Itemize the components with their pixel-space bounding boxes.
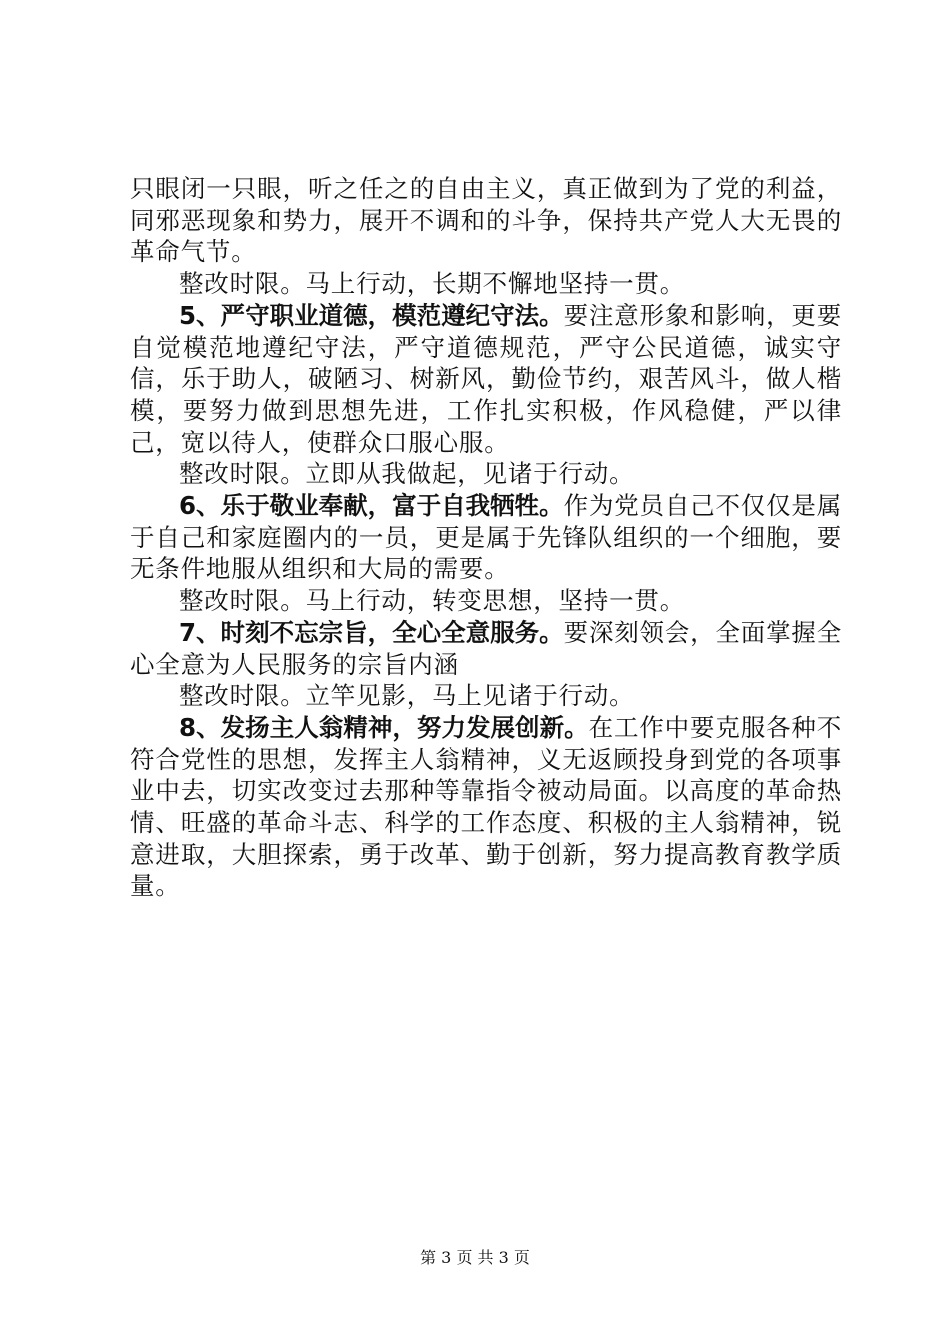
paragraph-text: 整改时限。马上行动，转变思想，坚持一贯。	[179, 586, 685, 616]
paragraph-text: 作为党员自己不仅仅是属于自己和家庭圈内的一员，更是属于先锋队组织的一个细胞，要无条件地服从组织和大局的需要。	[130, 491, 842, 584]
paragraph-item-5	[130, 300, 842, 459]
paragraph-deadline	[130, 680, 842, 712]
paragraph-continuation	[130, 173, 842, 268]
paragraph-text: 要深刻领会，全面掌握全心全意为人民服务的宗旨内涵	[130, 617, 842, 679]
document-body	[130, 173, 842, 902]
paragraph-text: 只眼闭一只眼，听之任之的自由主义，真正做到为了党的利益，同邪恶现象和势力，展开不调和的斗争，保持共产党人大无畏的革命气节。	[130, 174, 842, 267]
paragraph-text: 要注意形象和影响，更要自觉模范地遵纪守法，严守道德规范，严守公民道德，诚实守信，乐于助人，破陋习、树新风，勤俭节约，艰苦风斗，做人楷模，要努力做到思想先进，工作扎实积极，作风稳健，严以律己，宽以待人，使群众口服心服。	[130, 300, 842, 457]
paragraph-item-7	[130, 617, 842, 680]
paragraph-text: 整改时限。马上行动，长期不懈地坚持一贯。	[179, 269, 685, 299]
paragraph-deadline	[130, 268, 842, 300]
paragraph-deadline	[130, 585, 842, 617]
paragraph-text: 在工作中要克服各种不符合党性的思想，发挥主人翁精神，义无返顾投身到党的各项事业中去，切实改变过去那种等靠指令被动局面。以高度的革命热情、旺盛的革命斗志、科学的工作态度、积极的主人翁精神，锐意进取，大胆探索，勇于改革、勤于创新，努力提高教育教学质量。	[130, 712, 843, 901]
paragraph-heading: 8、发扬主人翁精神，努力发展创新。	[179, 712, 589, 742]
paragraph-heading: 6、乐于敬业奉献，富于自我牺牲。	[179, 491, 564, 521]
page-footer: 第 3 页 共 3 页	[420, 1248, 530, 1267]
paragraph-heading: 5、严守职业道德，模范遵纪守法。	[179, 300, 564, 330]
paragraph-text: 整改时限。立竿见影，马上见诸于行动。	[179, 681, 635, 711]
paragraph-item-8	[130, 712, 842, 902]
paragraph-heading: 7、时刻不忘宗旨，全心全意服务。	[179, 617, 564, 647]
paragraph-item-6	[130, 490, 842, 585]
paragraph-deadline	[130, 458, 842, 490]
paragraph-text: 整改时限。立即从我做起，见诸于行动。	[179, 459, 635, 489]
